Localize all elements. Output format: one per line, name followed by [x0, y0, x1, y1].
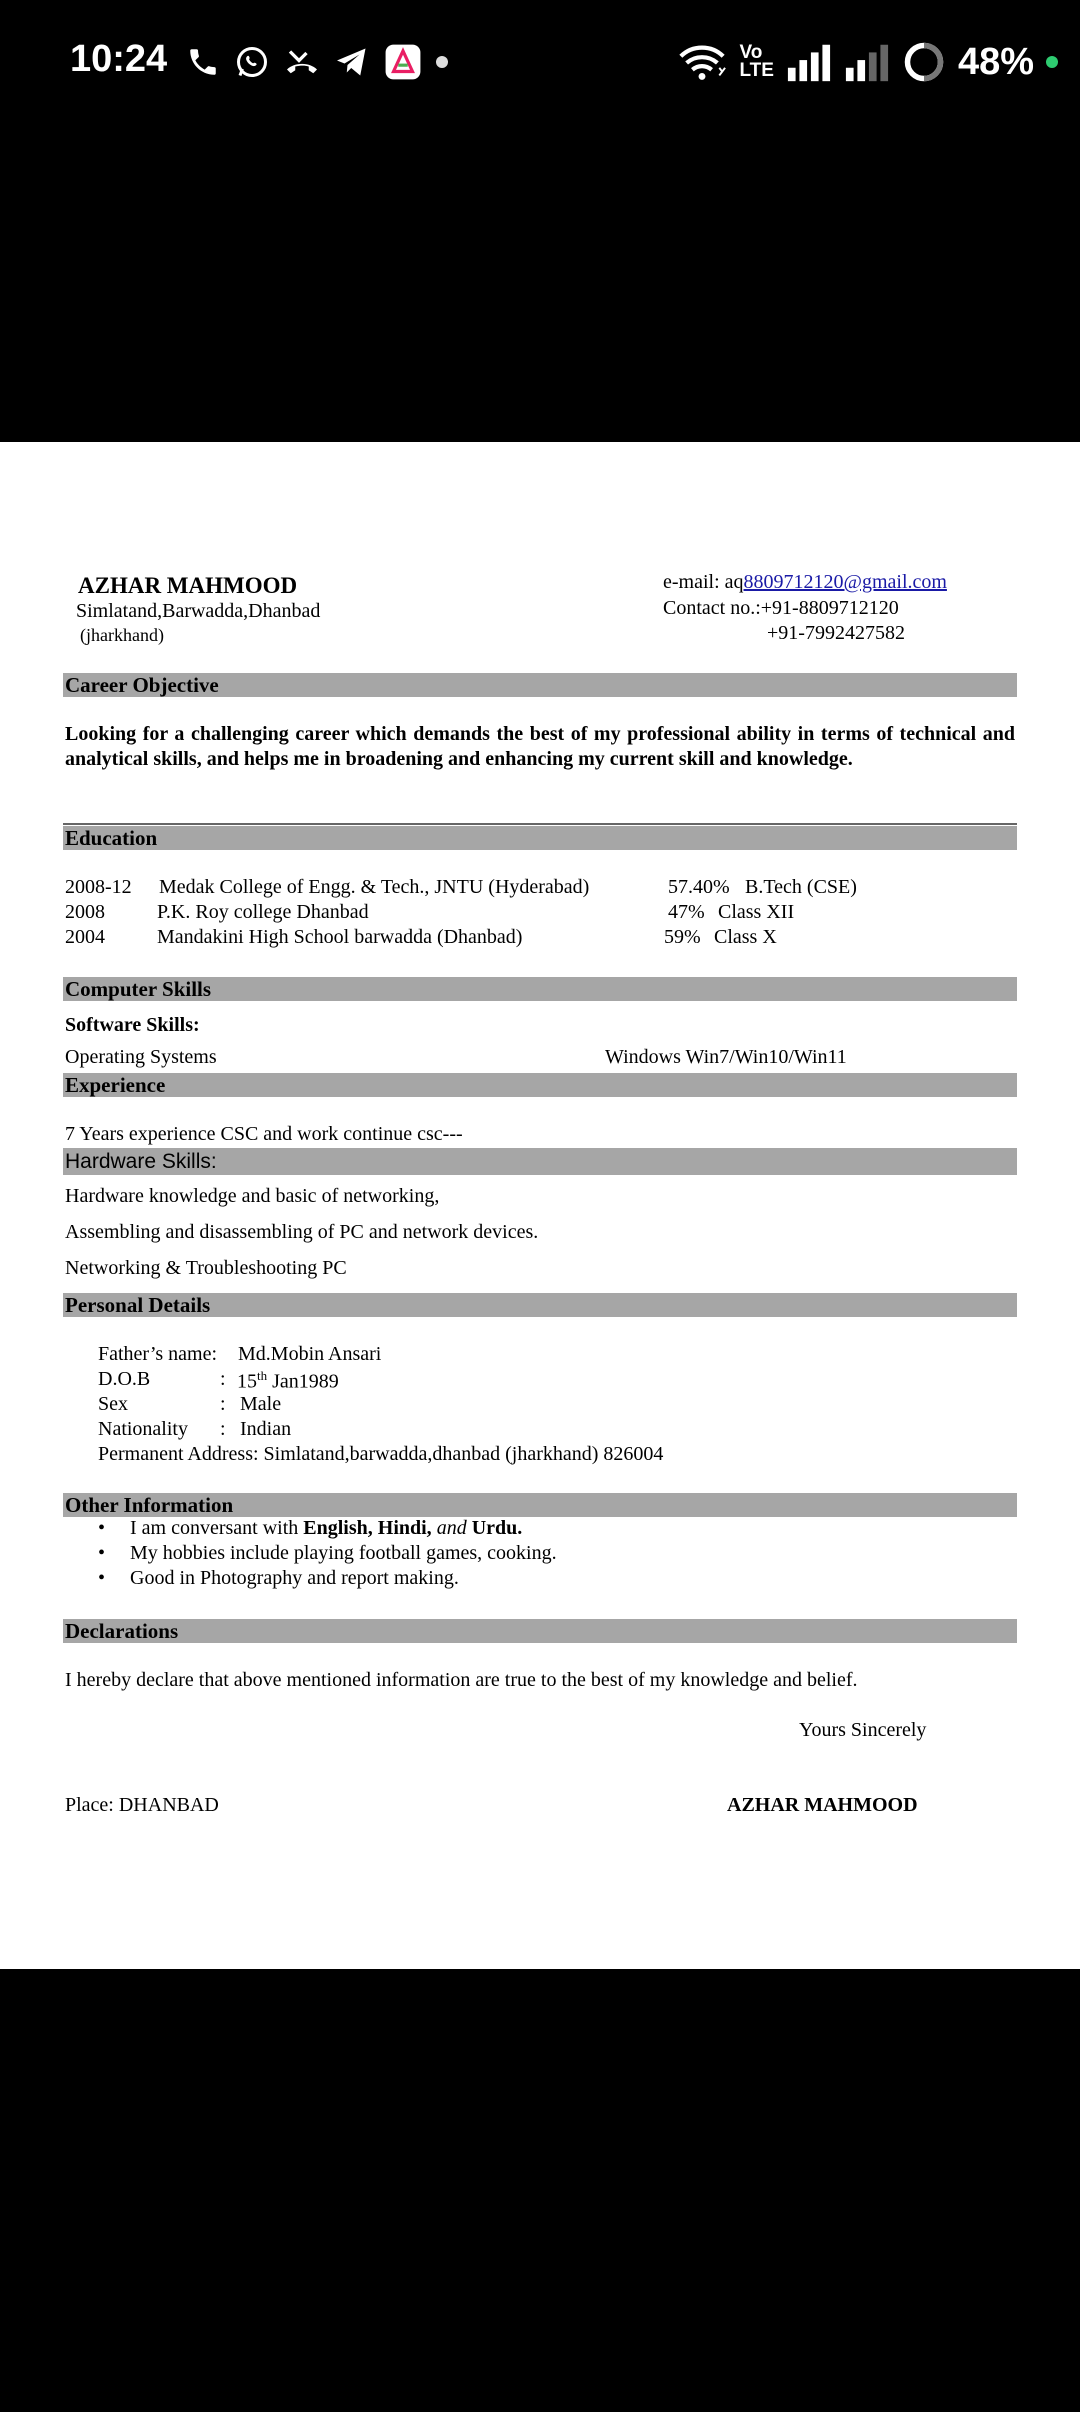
contact-line-2: +91-7992427582: [767, 622, 905, 644]
list-item: • Good in Photography and report making.: [98, 1567, 557, 1592]
email-line: [663, 571, 947, 594]
status-time: 10:24: [70, 38, 168, 80]
section-declarations: Declarations: [63, 1619, 1017, 1643]
phone-icon: [186, 45, 220, 79]
divider: [63, 823, 1017, 825]
father-value: Md.Mobin Ansari: [238, 1343, 382, 1365]
edu-year: 2004: [65, 926, 105, 948]
signal-2-icon: [844, 42, 890, 82]
telegram-icon: [334, 44, 370, 80]
document-page[interactable]: [0, 442, 1080, 1969]
edu-degree: Class X: [714, 926, 777, 948]
section-hardware-skills: Hardware Skills:: [63, 1148, 1017, 1175]
section-education: Education: [63, 826, 1017, 850]
signature-name: AZHAR MAHMOOD: [727, 1794, 918, 1816]
hardware-item: Assembling and disassembling of PC and network devices.: [65, 1221, 539, 1243]
volte-icon: Vo LTE: [739, 42, 774, 81]
edu-institution: Mandakini High School barwadda (Dhanbad): [157, 926, 523, 948]
more-dot-icon: [436, 56, 448, 68]
contact-line-1: Contact no.:+91-8809712120: [663, 597, 899, 619]
whatsapp-icon: [234, 44, 270, 80]
edu-degree: B.Tech (CSE): [745, 876, 857, 898]
list-item: • I am conversant with English, Hindi, and Urdu.: [98, 1517, 557, 1542]
signal-1-icon: [786, 42, 832, 82]
nationality-label: Nationality: [98, 1418, 188, 1440]
missed-call-icon: [284, 44, 320, 80]
section-experience: Experience: [63, 1073, 1017, 1097]
dob-colon: :: [220, 1368, 226, 1390]
system-icons: [677, 38, 1058, 86]
battery-ring-icon: [902, 40, 946, 84]
battery-percent: 48%: [957, 40, 1034, 83]
privacy-indicator-dot: [1046, 56, 1058, 68]
email-link[interactable]: 8809712120@gmail.com: [743, 571, 947, 593]
app-icon: [384, 43, 422, 81]
email-label: e-mail: aq: [663, 571, 744, 593]
hardware-item: Hardware knowledge and basic of networking,: [65, 1185, 440, 1207]
section-career-objective: Career Objective: [63, 673, 1017, 697]
edu-score: 57.40%: [668, 876, 730, 898]
permanent-address: Permanent Address: Simlatand,barwadda,dhanbad (jharkhand) 826004: [98, 1443, 664, 1465]
hardware-item: Networking & Troubleshooting PC: [65, 1257, 347, 1279]
edu-institution: P.K. Roy college Dhanbad: [157, 901, 369, 923]
os-value: Windows Win7/Win10/Win11: [605, 1046, 847, 1068]
edu-score: 59%: [664, 926, 701, 948]
section-personal-details: Personal Details: [63, 1293, 1017, 1317]
edu-institution: Medak College of Engg. & Tech., JNTU (Hyderabad): [159, 876, 590, 898]
objective-text: Looking for a challenging career which demands the best of my professional ability in terms of technical and analytical skills, and helps me in broadening and enhancing my current skill and knowledge.: [65, 723, 1015, 770]
father-label: Father’s name:: [98, 1343, 218, 1365]
declaration-text: I hereby declare that above mentioned information are true to the best of my knowledge and belief.: [65, 1669, 858, 1691]
other-info-list: [98, 1517, 557, 1592]
sex-colon: :: [220, 1393, 226, 1415]
edu-year: 2008: [65, 901, 105, 923]
experience-text: 7 Years experience CSC and work continue csc---: [65, 1123, 463, 1145]
edu-year: 2008-12: [65, 876, 132, 898]
wifi-icon: [677, 42, 727, 82]
closing-text: Yours Sincerely: [799, 1719, 927, 1741]
nationality-colon: :: [220, 1418, 226, 1440]
os-label: Operating Systems: [65, 1046, 217, 1068]
address-line-2: (jharkhand): [80, 625, 164, 645]
section-computer-skills: Computer Skills: [63, 977, 1017, 1001]
resume-name: AZHAR MAHMOOD: [78, 573, 298, 598]
list-item: • My hobbies include playing football games, cooking.: [98, 1542, 557, 1567]
edu-degree: Class XII: [718, 901, 795, 923]
sex-label: Sex: [98, 1393, 128, 1415]
place-text: Place: DHANBAD: [65, 1794, 219, 1816]
software-skills-label: Software Skills:: [65, 1014, 200, 1036]
section-other-information: Other Information: [63, 1493, 1017, 1517]
edu-score: 47%: [668, 901, 705, 923]
notification-icons: [186, 40, 448, 84]
dob-label: D.O.B: [98, 1368, 151, 1390]
sex-value: Male: [240, 1393, 282, 1415]
dob-value: 15th Jan1989: [237, 1368, 339, 1393]
status-bar: [0, 0, 1080, 120]
nationality-value: Indian: [240, 1418, 292, 1440]
address-line-1: Simlatand,Barwadda,Dhanbad: [76, 600, 321, 622]
